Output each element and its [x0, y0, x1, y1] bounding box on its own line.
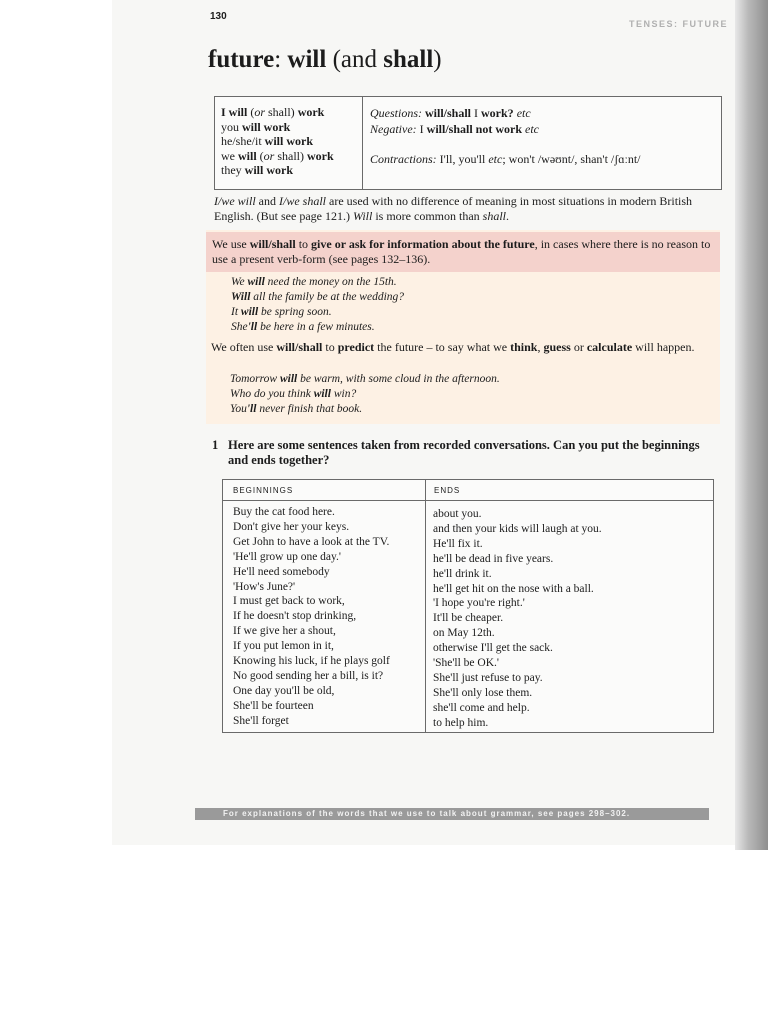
beginning-item: She'll be fourteen: [233, 699, 314, 712]
exercise-text: Here are some sentences taken from recorded conversations. Can you put the beginnings and ends together?: [228, 438, 700, 467]
rule-information: [212, 237, 716, 267]
beginning-item: No good sending her a bill, is it?: [233, 669, 384, 682]
text-run: to: [295, 237, 312, 251]
end-item: otherwise I'll get the sack.: [433, 642, 553, 655]
text-run: She: [231, 321, 248, 333]
text-run: I/we shall: [279, 194, 326, 208]
title-will: will: [287, 46, 327, 73]
title-colon: :: [274, 46, 282, 73]
beginning-item: Buy the cat food here.: [233, 506, 335, 518]
text-run: Contractions:: [370, 152, 437, 166]
text-run: shall): [265, 105, 298, 119]
text-run: you: [221, 119, 242, 134]
beginning-item: Don't give her your keys.: [233, 520, 350, 533]
end-item: she'll come and help.: [433, 701, 530, 714]
text-run: work: [297, 105, 325, 119]
page-number: 130: [210, 11, 227, 22]
text-run: You: [230, 403, 247, 415]
text-run: will work: [244, 163, 294, 178]
text-run: Will: [352, 208, 373, 223]
forms-conjugation: [215, 97, 363, 189]
ends-list: [433, 507, 602, 731]
exercise-number: 1: [212, 438, 219, 452]
text-run: We: [231, 276, 248, 288]
text-run: will: [279, 373, 298, 385]
text-run: work?: [481, 106, 514, 120]
text-run: win?: [330, 388, 357, 400]
text-run: will: [313, 388, 331, 400]
text-run: will: [247, 276, 265, 288]
text-run: will work: [242, 119, 291, 134]
page-title: [208, 46, 442, 74]
ends-header: ENDS: [434, 486, 461, 495]
text-run: I'll, you'll: [436, 152, 489, 166]
title-shall: shall: [383, 46, 434, 73]
end-item: about you.: [433, 508, 482, 520]
text-run: Questions:: [370, 106, 422, 120]
forms-negative: [370, 122, 539, 137]
text-run: We often use: [211, 340, 277, 354]
text-run: the future – to say what we: [374, 340, 511, 354]
text-run: It: [231, 306, 241, 318]
text-run: (: [256, 148, 264, 163]
title-close: ): [433, 46, 442, 73]
text-run: give or ask for information about the future: [311, 237, 535, 251]
page-binding-shadow: [735, 0, 768, 850]
end-item: to help him.: [433, 716, 489, 729]
beginnings-list: [233, 505, 390, 729]
text-run: I: [471, 106, 482, 120]
text-run: we: [221, 148, 238, 163]
text-run: will/shall not work: [426, 122, 523, 136]
beginning-item: If he doesn't stop drinking,: [233, 610, 357, 623]
end-item: It'll be cheaper.: [433, 612, 504, 625]
form-line: [221, 105, 362, 120]
text-run: predict: [337, 340, 375, 354]
example-sentence: [231, 305, 404, 320]
matching-table: [222, 479, 714, 733]
title-and: (and: [332, 46, 377, 73]
table-divider: [425, 480, 426, 732]
end-item: 'I hope you're right.': [433, 597, 525, 610]
beginning-item: I must get back to work,: [233, 595, 345, 608]
text-run: shall): [274, 148, 308, 163]
end-item: he'll be dead in five years.: [433, 552, 554, 565]
end-item: and then your kids will laugh at you.: [433, 522, 602, 535]
beginning-item: 'How's June?': [233, 580, 296, 593]
forms-contractions: [370, 152, 641, 167]
end-item: She'll only lose them.: [433, 686, 533, 699]
text-run: need the money on the 15th.: [264, 276, 397, 288]
beginning-item: She'll forget: [233, 714, 289, 727]
table-header-row: [223, 480, 713, 501]
text-run: etc: [488, 152, 503, 166]
text-run: will work: [264, 134, 314, 149]
end-item: he'll get hit on the nose with a ball.: [433, 582, 594, 595]
beginning-item: 'He'll grow up one day.': [233, 550, 341, 563]
beginning-item: Knowing his luck, if he plays golf: [233, 655, 390, 668]
end-item: 'She'll be OK.': [433, 657, 499, 670]
form-line: [221, 149, 362, 164]
text-run: work: [307, 148, 334, 163]
text-run: .: [506, 208, 509, 223]
text-run: never finish that book.: [256, 403, 363, 415]
running-head: TENSES: FUTURE: [629, 19, 729, 29]
text-run: Negative:: [370, 122, 417, 136]
text-run: etc: [522, 122, 540, 136]
text-run: or: [254, 105, 266, 119]
form-line: [221, 163, 362, 178]
text-run: calculate: [586, 340, 633, 354]
end-item: on May 12th.: [433, 627, 495, 640]
text-run: I will: [221, 105, 248, 119]
text-run: We use: [212, 237, 250, 251]
end-item: he'll drink it.: [433, 567, 492, 580]
text-run: all the family be at the wedding?: [250, 291, 405, 303]
intro-paragraph: [214, 194, 710, 223]
beginning-item: One day you'll be old,: [233, 684, 335, 697]
text-run: (: [247, 105, 255, 119]
text-run: I: [416, 122, 427, 136]
example-sentence: [231, 320, 404, 335]
text-run: they: [221, 163, 245, 178]
text-run: or: [570, 340, 587, 354]
beginning-item: If you put lemon in it,: [233, 640, 334, 653]
text-run: will: [238, 148, 257, 163]
text-run: and: [255, 194, 279, 208]
examples-predict: [230, 372, 500, 417]
title-future: future: [208, 46, 275, 73]
text-run: be warm, with some cloud in the afternoon.: [297, 373, 500, 385]
text-run: will/shall: [276, 340, 323, 354]
text-run: be spring soon.: [258, 306, 332, 318]
example-sentence: [230, 372, 500, 387]
text-run: etc: [513, 106, 531, 120]
forms-notes: [370, 97, 720, 189]
beginning-item: He'll need somebody: [233, 565, 330, 578]
text-run: will/shall: [249, 237, 296, 251]
text-run: 'll: [247, 321, 258, 333]
end-item: She'll just refuse to pay.: [433, 671, 543, 684]
example-sentence: [230, 402, 500, 417]
text-run: ,: [537, 340, 544, 354]
text-run: , in cases where there is no reason to use a present verb-form (see pages 132–136).: [212, 237, 711, 266]
text-run: is more common than: [372, 208, 483, 223]
text-run: will happen.: [632, 340, 695, 354]
forms-questions: [370, 106, 531, 121]
text-run: be here in a few minutes.: [257, 321, 375, 333]
text-run: will: [240, 306, 259, 318]
text-run: are used with no difference of meaning in most situations in modern British English. (But see page 121.): [214, 194, 693, 223]
text-run: ; won't /wəʊnt/, shan't /ʃɑːnt/: [502, 152, 641, 166]
text-run: Who do you think: [230, 388, 314, 400]
rule-predict: [211, 340, 709, 355]
form-line: [221, 120, 362, 135]
text-run: shall: [482, 208, 506, 223]
form-line: [221, 134, 362, 149]
text-run: think: [510, 340, 538, 354]
text-run: he/she/it: [221, 134, 265, 149]
text-run: or: [263, 148, 275, 163]
forms-box: [214, 96, 722, 190]
example-sentence: [231, 290, 404, 305]
example-sentence: [231, 275, 404, 290]
beginning-item: If we give her a shout,: [233, 625, 336, 638]
text-run: I/we will: [214, 194, 256, 208]
footer-bar: [195, 808, 709, 820]
text-run: Will: [231, 291, 251, 303]
exercise-instruction: [212, 438, 710, 467]
footer-text: For explanations of the words that we use to talk about grammar, see pages 298–302.: [223, 809, 631, 818]
beginnings-header: BEGINNINGS: [233, 486, 294, 495]
text-run: 'll: [246, 403, 257, 415]
text-run: Tomorrow: [230, 373, 280, 385]
text-run: will/shall: [422, 106, 472, 120]
example-sentence: [230, 387, 500, 402]
text-run: guess: [543, 340, 571, 354]
examples-information: [231, 275, 404, 335]
text-run: to: [322, 340, 338, 354]
end-item: He'll fix it.: [433, 537, 483, 550]
beginning-item: Get John to have a look at the TV.: [233, 535, 390, 548]
